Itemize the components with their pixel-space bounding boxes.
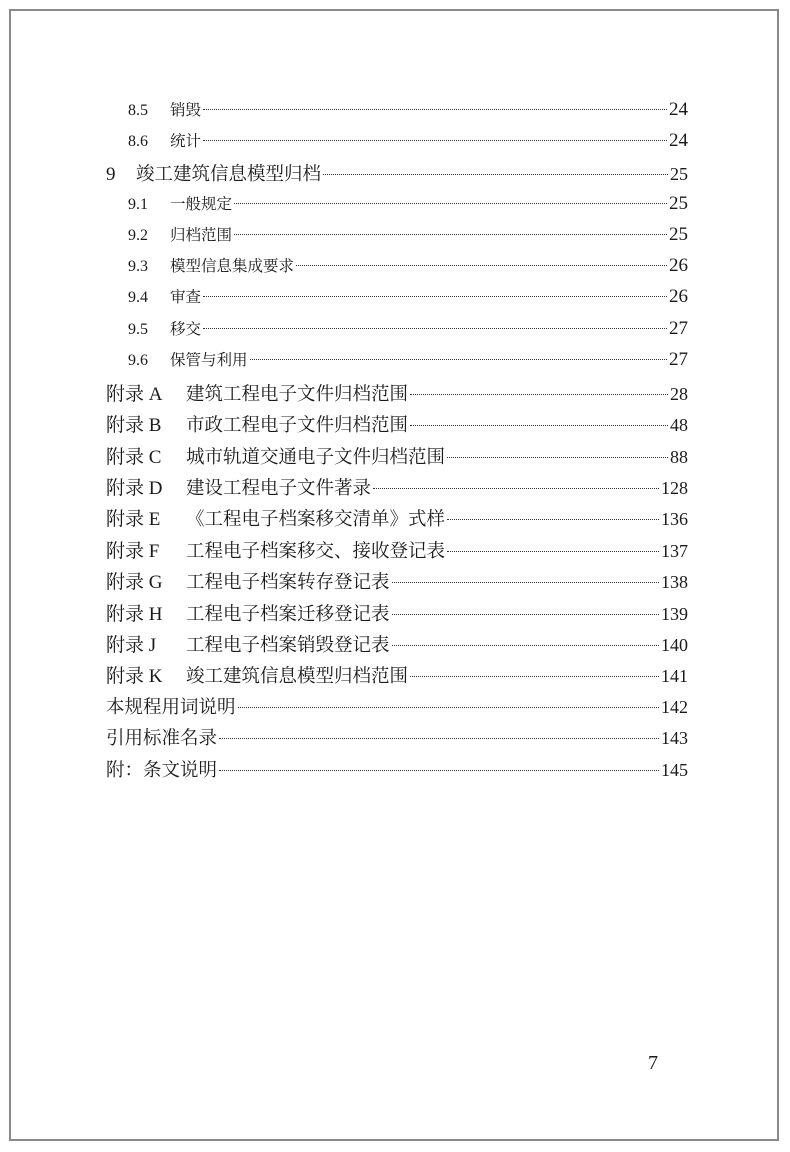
toc-entry-title: 归档范围 (170, 225, 233, 244)
dot-leader (203, 140, 667, 141)
toc-entry-number: 附录 F (106, 540, 160, 562)
toc-entry-number: 附录 G (106, 572, 163, 594)
toc-entry-page: 142 (661, 696, 688, 717)
toc-entry-page: 26 (669, 286, 688, 308)
toc-entry[interactable] (106, 693, 688, 724)
toc-entry-title: 引用标准名录 (106, 728, 218, 750)
dot-leader (203, 328, 667, 329)
toc-entry-page: 25 (670, 164, 688, 185)
toc-entry[interactable] (106, 379, 688, 410)
toc-entry[interactable] (106, 756, 688, 787)
toc-entry-title: 本规程用词说明 (106, 696, 236, 718)
toc-entry[interactable] (106, 630, 688, 661)
dot-leader (392, 582, 659, 583)
toc-entry-page: 145 (661, 759, 688, 780)
toc-entry-page: 28 (670, 383, 688, 404)
toc-entry-page: 24 (669, 130, 688, 152)
toc-entry-page: 88 (670, 446, 688, 467)
toc-entry[interactable] (106, 317, 688, 348)
toc-entry-page: 25 (669, 223, 688, 245)
dot-leader (447, 551, 659, 552)
toc-entry-title: 工程电子档案移交、接收登记表 (186, 540, 446, 562)
toc-entry-number: 9.5 (128, 320, 148, 338)
dot-leader (203, 296, 667, 297)
toc-entry-title: 竣工建筑信息模型归档范围 (186, 666, 409, 688)
toc-entry-title: 保管与利用 (170, 350, 248, 369)
dot-leader (219, 738, 659, 739)
toc-entry-page: 128 (661, 478, 688, 499)
dot-leader (238, 707, 659, 708)
dot-leader (234, 203, 667, 204)
toc-entry-title: 城市轨道交通电子文件归档范围 (186, 446, 446, 468)
toc-entry-number: 附录 J (106, 635, 157, 657)
dot-leader (203, 109, 667, 110)
toc-entry[interactable] (106, 473, 688, 504)
toc-entry-title: 一般规定 (170, 194, 233, 213)
toc-entry-title: 工程电子档案转存登记表 (186, 572, 390, 594)
toc-entry-number: 9.2 (128, 226, 148, 244)
page-number: 7 (648, 1052, 658, 1074)
toc-entry-title: 销毁 (170, 101, 202, 119)
toc-entry-page: 26 (669, 255, 688, 277)
dot-leader (296, 265, 667, 266)
toc-entry-number: 8.6 (128, 133, 148, 151)
dot-leader (234, 234, 667, 235)
toc-entry-page: 25 (669, 192, 688, 214)
toc-entry-number: 9.4 (128, 289, 148, 307)
dot-leader (447, 519, 659, 520)
toc-entry-title: 建设工程电子文件著录 (186, 478, 372, 500)
toc-entry-page: 137 (661, 540, 688, 561)
dot-leader (392, 645, 659, 646)
toc-entry-page: 27 (669, 348, 688, 370)
toc-entry[interactable] (106, 254, 688, 285)
toc-entry[interactable] (106, 129, 688, 160)
toc-entry[interactable] (106, 661, 688, 692)
toc-entry[interactable] (106, 504, 688, 535)
toc-entry-title: 附：条文说明 (106, 759, 218, 781)
toc-entry-title: 移交 (170, 319, 202, 338)
dot-leader (410, 425, 668, 426)
toc-entry-number: 9.3 (128, 258, 148, 276)
toc-entry-title: 审查 (170, 288, 202, 307)
toc-entry-number: 9 (106, 164, 116, 186)
toc-entry[interactable] (106, 410, 688, 441)
toc-entry[interactable] (106, 536, 688, 567)
toc-entry-page: 141 (661, 666, 688, 687)
dot-leader (410, 394, 668, 395)
toc-entry-page: 138 (661, 572, 688, 593)
toc-entry[interactable] (106, 160, 688, 191)
dot-leader (447, 457, 668, 458)
dot-leader (410, 676, 659, 677)
toc-entry-page: 27 (669, 317, 688, 339)
toc-entry-number: 附录 A (106, 383, 163, 405)
toc-entry-title: 工程电子档案迁移登记表 (186, 603, 390, 625)
toc-entry-title: 工程电子档案销毁登记表 (186, 635, 390, 657)
toc-entry[interactable] (106, 442, 688, 473)
toc-entry[interactable] (106, 285, 688, 316)
toc-entry[interactable] (106, 567, 688, 598)
toc-entry-number: 附录 B (106, 415, 162, 437)
toc-entry[interactable] (106, 192, 688, 223)
toc-entry-number: 附录 H (106, 603, 163, 625)
toc-entry-page: 24 (669, 99, 688, 120)
toc-entry[interactable] (106, 599, 688, 630)
toc-entry-page: 139 (661, 603, 688, 624)
toc-entry-title: 市政工程电子文件归档范围 (186, 415, 409, 437)
toc-entry[interactable] (106, 724, 688, 755)
toc-entry-number: 9.1 (128, 195, 148, 213)
toc-entry-number: 8.5 (128, 102, 148, 119)
toc-entry[interactable] (106, 348, 688, 379)
toc-entry-title: 建筑工程电子文件归档范围 (186, 383, 409, 405)
toc-entry-number: 附录 D (106, 478, 163, 500)
toc-entry-number: 附录 K (106, 666, 163, 688)
dot-leader (323, 174, 668, 175)
dot-leader (392, 614, 659, 615)
toc-entry-title: 竣工建筑信息模型归档 (136, 164, 322, 186)
dot-leader (373, 488, 659, 489)
toc-entry[interactable] (106, 223, 688, 254)
toc-entry-page: 136 (661, 509, 688, 530)
toc-entry-title: 模型信息集成要求 (170, 257, 295, 276)
table-of-contents (106, 98, 688, 787)
toc-entry-page: 143 (661, 728, 688, 749)
toc-entry-number: 9.6 (128, 351, 148, 369)
dot-leader (219, 770, 659, 771)
toc-entry[interactable] (106, 98, 688, 129)
toc-entry-number: 附录 C (106, 446, 162, 468)
dot-leader (250, 359, 667, 360)
toc-entry-title: 统计 (170, 132, 202, 151)
toc-entry-page: 140 (661, 635, 688, 656)
toc-entry-number: 附录 E (106, 509, 161, 531)
toc-entry-title: 《工程电子档案移交清单》式样 (186, 509, 446, 531)
toc-entry-page: 48 (670, 415, 688, 436)
